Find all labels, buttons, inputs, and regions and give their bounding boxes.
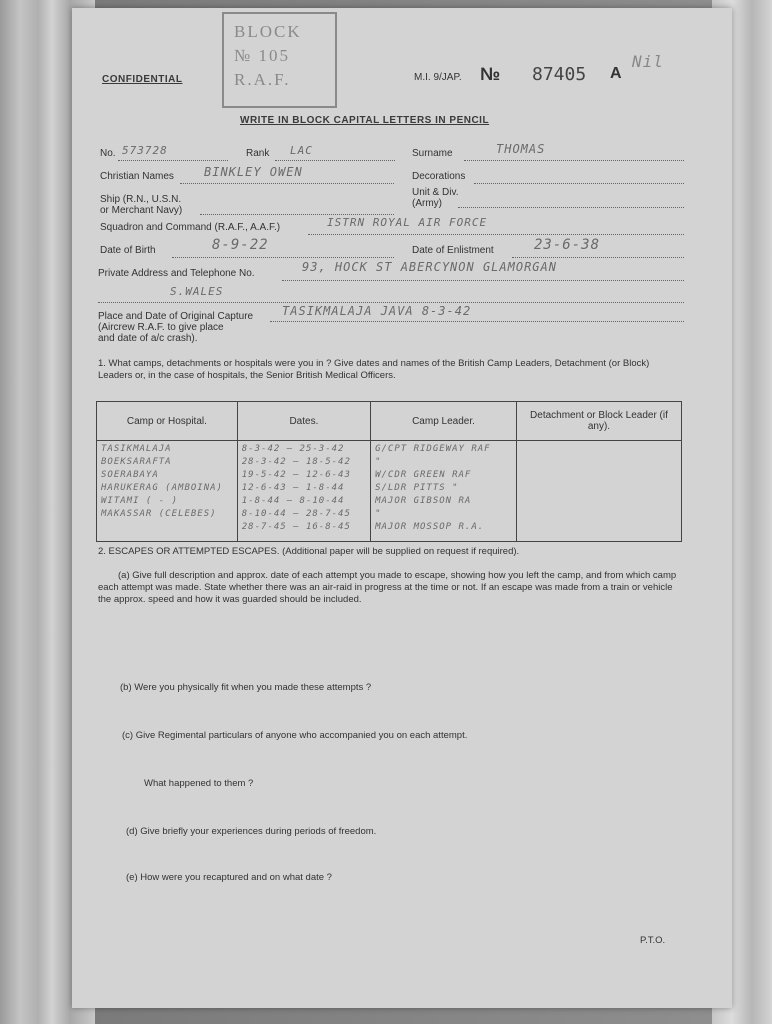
table-row: W/CDR GREEN RAF bbox=[375, 470, 472, 480]
table-row: SOERABAYA bbox=[101, 470, 159, 480]
table-row: 28-3-42 — 18-5-42 bbox=[241, 457, 351, 467]
table-row: 19-5-42 — 12-6-43 bbox=[241, 470, 351, 480]
capture-label-line-3: and date of a/c crash). bbox=[98, 333, 198, 344]
table-row: 8-3-42 — 25-3-42 bbox=[241, 444, 345, 454]
table-row: " bbox=[375, 457, 382, 467]
dates-cell bbox=[237, 441, 370, 542]
camps-cell bbox=[97, 441, 238, 542]
surname-value: THOMAS bbox=[496, 142, 546, 156]
address-label: Private Address and Telephone No. bbox=[98, 268, 255, 279]
pencil-note: Nil bbox=[632, 52, 664, 71]
table-row: MAJOR GIBSON RA bbox=[375, 496, 472, 506]
ship-label-line-1: Ship (R.N., U.S.N. bbox=[100, 194, 182, 205]
christian-value: BINKLEY OWEN bbox=[204, 165, 303, 179]
question-2a: (a) Give full description and approx. date of each attempt you made to escape, showing how you left the camp, and from which camp each attempt was made. State whether there was an air-raid in progress at the time or not. If an escape was made from a train or vehicle the approx. speed and how it was guarded should be included. bbox=[98, 570, 677, 605]
squadron-label: Squadron and Command (R.A.F., A.A.F.) bbox=[100, 222, 281, 233]
block-stamp bbox=[222, 12, 337, 108]
question-2c: (c) Give Regimental particulars of anyone who accompanied you on each attempt. bbox=[122, 730, 468, 741]
stamp-line-2: № 105 bbox=[234, 46, 290, 65]
unit-label-line-1: Unit & Div. bbox=[412, 187, 459, 198]
unit-label-line-2: (Army) bbox=[412, 198, 442, 209]
table-row: 28-7-45 — 16-8-45 bbox=[241, 522, 351, 532]
decorations-label: Decorations bbox=[412, 171, 466, 182]
question-2b: (b) Were you physically fit when you made these attempts ? bbox=[120, 682, 372, 693]
surname-label: Surname bbox=[412, 148, 453, 159]
col-detachment-leader: Detachment or Block Leader (if any). bbox=[516, 402, 681, 441]
christian-label: Christian Names bbox=[100, 171, 174, 182]
question-1: 1. What camps, detachments or hospitals were you in ? Give dates and names of the British Camp Leaders, Detachment (or Block) Leaders or, in the case of hospitals, the Senior British Medical Officers. bbox=[98, 358, 650, 381]
pto-label: P.T.O. bbox=[640, 935, 666, 946]
confidential-label: CONFIDENTIAL bbox=[102, 74, 183, 85]
question-2-heading: 2. ESCAPES OR ATTEMPTED ESCAPES. (Additional paper will be supplied on request if required). bbox=[98, 546, 520, 557]
table-row: HARUKERAG (AMBOINA) bbox=[101, 483, 223, 493]
serial-suffix: A bbox=[610, 65, 622, 82]
col-camp: Camp or Hospital. bbox=[97, 402, 238, 441]
dob-label: Date of Birth bbox=[100, 245, 156, 256]
ref-label: M.I. 9/JAP. bbox=[414, 72, 462, 83]
table-row: S/LDR PITTS " bbox=[375, 483, 459, 493]
table-row: MAKASSAR (CELEBES) bbox=[101, 509, 217, 519]
no-label: No. bbox=[100, 148, 116, 159]
col-camp-leader: Camp Leader. bbox=[371, 402, 517, 441]
capture-label-line-1: Place and Date of Original Capture bbox=[98, 311, 254, 322]
stamp-line-3: R.A.F. bbox=[234, 70, 291, 89]
address-value-line-2: S.WALES bbox=[170, 285, 224, 298]
ship-label bbox=[100, 194, 182, 216]
no-value: 573728 bbox=[122, 144, 168, 157]
capture-label-line-2: (Aircrew R.A.F. to give place bbox=[98, 322, 224, 333]
unit-label bbox=[412, 187, 459, 209]
no-symbol: № bbox=[480, 64, 501, 84]
form-sheet bbox=[72, 8, 732, 1008]
stamp-line-1: BLOCK bbox=[234, 22, 302, 41]
capture-value: TASIKMALAJA JAVA 8-3-42 bbox=[282, 304, 472, 318]
ship-label-line-2: or Merchant Navy) bbox=[100, 205, 183, 216]
question-2d: (d) Give briefly your experiences during periods of freedom. bbox=[126, 826, 377, 837]
rank-value: LAC bbox=[290, 144, 313, 157]
enlist-value: 23-6-38 bbox=[534, 237, 601, 253]
enlist-label: Date of Enlistment bbox=[412, 245, 494, 256]
table-row: BOEKSARAFTA bbox=[101, 457, 172, 467]
table-row: TASIKMALAJA bbox=[101, 444, 172, 454]
col-dates: Dates. bbox=[237, 402, 370, 441]
table-row: G/CPT RIDGEWAY RAF bbox=[375, 444, 491, 454]
capture-label bbox=[98, 311, 253, 344]
table-row: 12-6-43 — 1-8-44 bbox=[241, 483, 345, 493]
table-row: WITAMI ( - ) bbox=[101, 496, 179, 506]
address-value-line-1: 93, HOCK ST ABERCYNON GLAMORGAN bbox=[302, 260, 557, 274]
table-row: " bbox=[375, 509, 382, 519]
question-2c-followup: What happened to them ? bbox=[144, 778, 254, 789]
camps-table bbox=[96, 401, 682, 542]
serial-number: 87405 bbox=[532, 64, 587, 85]
table-row: 1-8-44 — 8-10-44 bbox=[241, 496, 345, 506]
squadron-value: ISTRN ROYAL AIR FORCE bbox=[327, 216, 488, 229]
table-row: MAJOR MOSSOP R.A. bbox=[375, 522, 485, 532]
rank-label: Rank bbox=[246, 148, 270, 159]
dob-value: 8-9-22 bbox=[212, 237, 269, 253]
leaders-cell bbox=[371, 441, 517, 542]
table-row: 8-10-44 — 28-7-45 bbox=[241, 509, 351, 519]
instruction-heading: WRITE IN BLOCK CAPITAL LETTERS IN PENCIL bbox=[240, 115, 490, 126]
question-2e: (e) How were you recaptured and on what date ? bbox=[126, 872, 332, 883]
detachment-cell bbox=[516, 441, 681, 542]
